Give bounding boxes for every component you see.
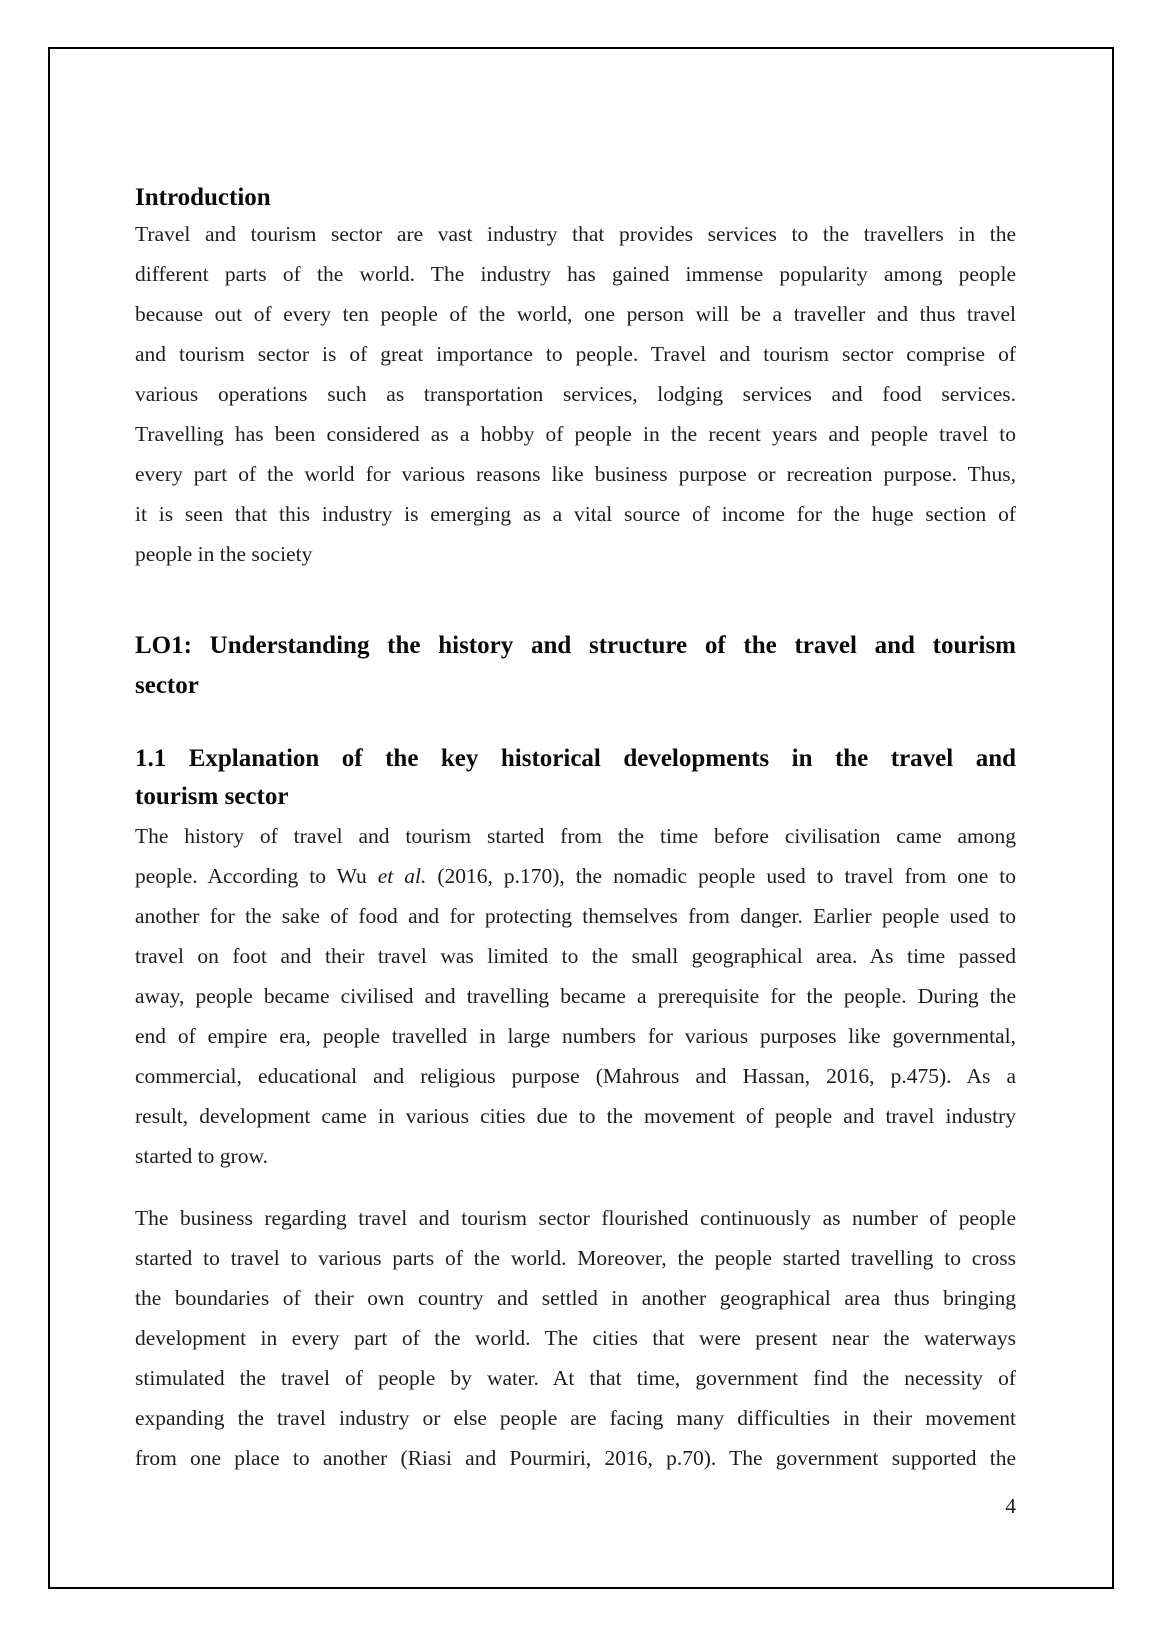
text-line: because out of every ten people of the world, one person will be a traveller and thus travel <box>135 302 1016 326</box>
text-line: different parts of the world. The industry has gained immense popularity among people <box>135 262 1016 286</box>
text-line: sector <box>135 672 199 699</box>
page-content <box>135 182 1016 1478</box>
text-line: started to grow. <box>135 1144 268 1168</box>
text-line: started to travel to various parts of the world. Moreover, the people started travelling to cross <box>135 1246 1016 1270</box>
heading-1-1 <box>135 740 1016 816</box>
text-line: Travel and tourism sector are vast industry that provides services to the travellers in the <box>135 222 1016 246</box>
text-line: development in every part of the world. The cities that were present near the waterways <box>135 1326 1016 1350</box>
text-segment: (2016, p.170), the nomadic people used to travel from one to <box>426 864 1017 888</box>
text-line <box>135 856 1016 896</box>
text-line: result, development came in various cities due to the movement of people and travel industry <box>135 1104 1016 1128</box>
text-line: the boundaries of their own country and settled in another geographical area thus bringing <box>135 1286 1016 1310</box>
text-line: The business regarding travel and tourism sector flourished continuously as number of people <box>135 1206 1016 1230</box>
paragraph-introduction <box>135 214 1016 574</box>
text-line: it is seen that this industry is emerging as a vital source of income for the huge section of <box>135 502 1016 526</box>
text-line: every part of the world for various reasons like business purpose or recreation purpose. Thus, <box>135 462 1016 486</box>
page-number: 4 <box>1005 1494 1016 1518</box>
paragraph-business <box>135 1198 1016 1478</box>
paragraph-history <box>135 816 1016 1176</box>
text-line: and tourism sector is of great importance to people. Travel and tourism sector comprise of <box>135 342 1016 366</box>
text-line: 1.1 Explanation of the key historical developments in the travel and <box>135 745 1016 772</box>
text-line: The history of travel and tourism started from the time before civilisation came among <box>135 824 1016 848</box>
text-line: travel on foot and their travel was limited to the small geographical area. As time passed <box>135 944 1016 968</box>
heading-lo1 <box>135 626 1016 706</box>
text-line: Travelling has been considered as a hobby of people in the recent years and people travel to <box>135 422 1016 446</box>
text-line: end of empire era, people travelled in large numbers for various purposes like governmental, <box>135 1024 1016 1048</box>
text-line: commercial, educational and religious purpose (Mahrous and Hassan, 2016, p.475). As a <box>135 1064 1016 1088</box>
text-line: from one place to another (Riasi and Pourmiri, 2016, p.70). The government supported the <box>135 1446 1016 1470</box>
text-line: stimulated the travel of people by water. At that time, government find the necessity of <box>135 1366 1016 1390</box>
text-line: tourism sector <box>135 783 289 810</box>
text-line: expanding the travel industry or else people are facing many difficulties in their movement <box>135 1406 1016 1430</box>
text-line: various operations such as transportation services, lodging services and food services. <box>135 382 1016 406</box>
text-line: Introduction <box>135 184 271 211</box>
heading-introduction <box>135 182 1016 214</box>
text-segment: people. According to Wu <box>135 864 378 888</box>
text-line: LO1: Understanding the history and structure of the travel and tourism <box>135 632 1016 659</box>
text-line: away, people became civilised and travelling became a prerequisite for the people. During the <box>135 984 1016 1008</box>
text-line: people in the society <box>135 542 313 566</box>
text-line: another for the sake of food and for protecting themselves from danger. Earlier people used to <box>135 904 1016 928</box>
italic-citation-text: et al. <box>377 864 427 888</box>
